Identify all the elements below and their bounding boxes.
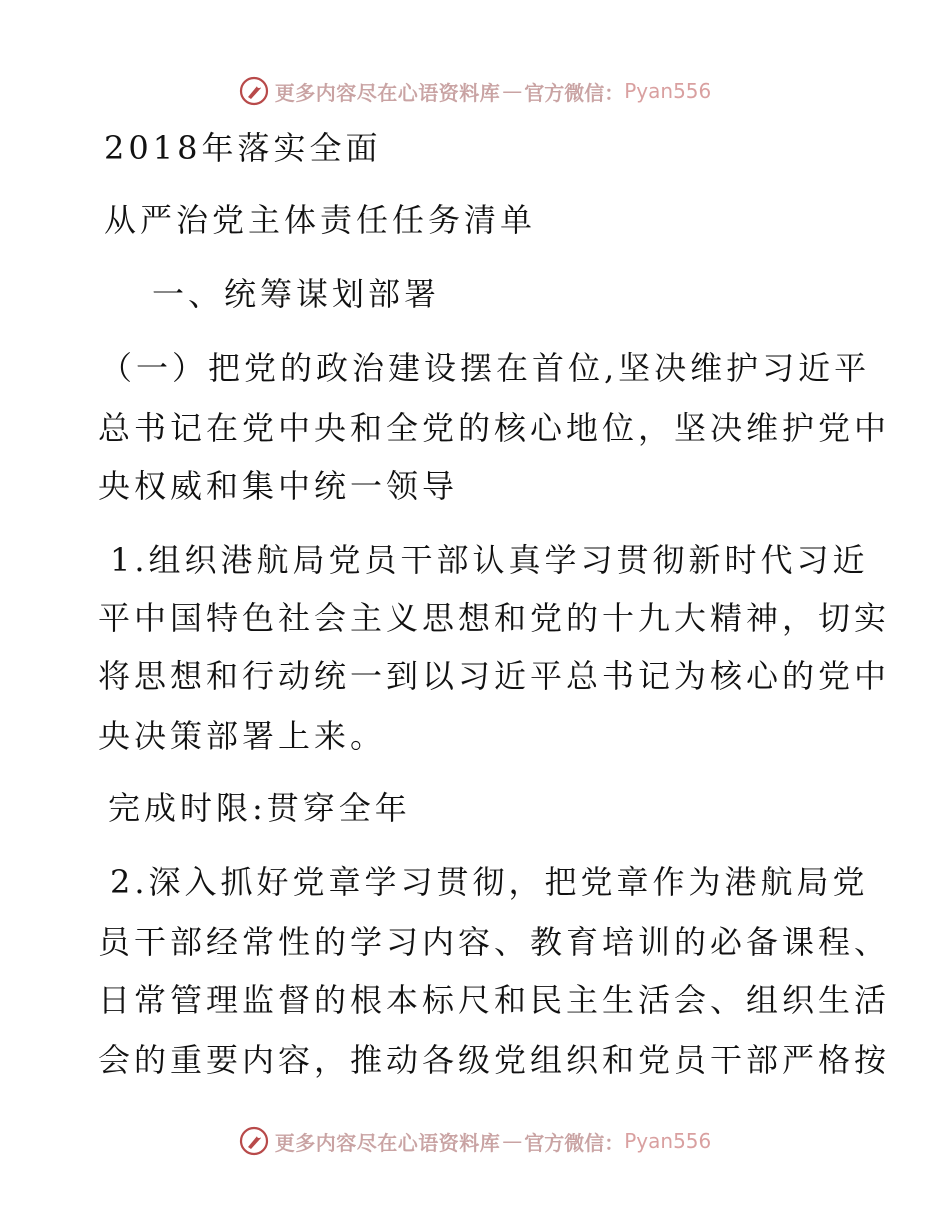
watermark-footer (0, 1124, 950, 1158)
point1-line: 平中国特色社会主义思想和党的十九大精神，切实 (98, 599, 891, 637)
watermark-separator: — (502, 1129, 523, 1153)
watermark-text: 更多内容尽在心语资料库 (274, 80, 501, 105)
pen-nib-icon (239, 76, 269, 106)
point2-line: 员干部经常性的学习内容、教育培训的必备课程、 (98, 923, 891, 961)
watermark-subtext: 官方微信： (524, 80, 625, 105)
item1-heading-line: 央权威和集中统一领导 (98, 467, 459, 505)
point2-line: 日常管理监督的根本标尺和民主生活会、组织生活 (98, 981, 891, 1019)
point1-line: 央决策部署上来。 (98, 717, 387, 755)
section1-heading: 一、统筹谋划部署 (152, 275, 441, 313)
pen-nib-icon (239, 1126, 269, 1156)
item1-heading-line: （一）把党的政治建设摆在首位,坚决维护习近平 (100, 349, 871, 387)
watermark-subtext: 官方微信： (524, 1130, 625, 1155)
title-line-2: 从严治党主体责任任务清单 (104, 201, 537, 239)
deadline-1: 完成时限:贯穿全年 (108, 789, 411, 827)
point2-line: 2.深入抓好党章学习贯彻，把党章作为港航局党 (110, 863, 869, 901)
watermark-separator: — (502, 79, 523, 103)
item1-heading-line: 总书记在党中央和全党的核心地位，坚决维护党中 (98, 409, 891, 447)
title-line-1: 2018年落实全面 (104, 129, 382, 167)
point1-line: 1.组织港航局党员干部认真学习贯彻新时代习近 (110, 541, 869, 579)
point1-line: 将思想和行动统一到以习近平总书记为核心的党中 (98, 657, 891, 695)
watermark-id: Pyan556 (624, 79, 712, 103)
watermark-id: Pyan556 (624, 1129, 712, 1153)
point2-line: 会的重要内容，推动各级党组织和党员干部严格按 (98, 1041, 891, 1079)
watermark-header (0, 74, 950, 108)
watermark-text: 更多内容尽在心语资料库 (274, 1130, 501, 1155)
